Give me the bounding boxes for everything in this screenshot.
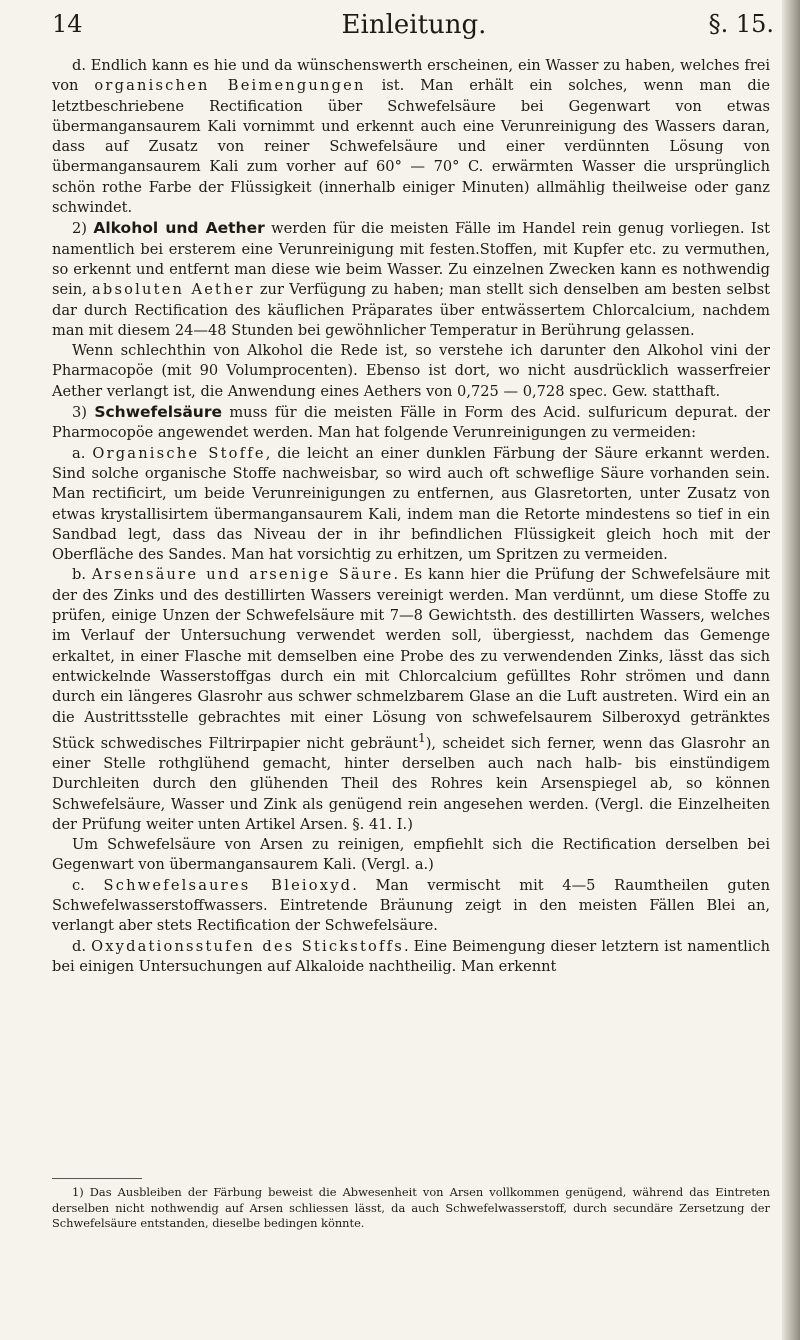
- paragraph-arsen-reinigung: Um Schwefelsäure von Arsen zu reinigen, empfiehlt sich die Rectification derselben bei Gegenwart von übermangansaurem Kali. (Vergl. a.): [52, 836, 770, 874]
- page-edge: [782, 0, 800, 1340]
- spaced-term: Arsensäure und arsenige Säure: [91, 566, 394, 584]
- spaced-term: absoluten Aether: [92, 281, 255, 299]
- page-number: 14: [52, 10, 83, 38]
- paragraph-organische-stoffe: a. Organische Stoffe, die leicht an einer dunklen Färbung der Säure erkannt werden. Sind solche organische Stoffe nachweisbar, so wird auch oft schweflige Säure vorhanden sein. Man rectificirt, um beide Verunreinigungen zu entfernen, aus Glasretorten, unter Zusatz von etwas krystallisirtem übermangansaurem Kali, indem man die Retorte mindestens so tief in ein Sandbad legt, dass das Niveau der in ihr befindlichen Flüssigkeit gleich hoch mit der Oberfläche des Sandes. Man hat vorsichtig zu erhitzen, um Spritzen zu vermeiden.: [52, 444, 770, 564]
- page-header: [52, 6, 776, 52]
- main-text: [52, 56, 770, 977]
- spaced-term: organischen Beimengungen: [94, 77, 366, 95]
- paragraph-bleioxyd: c. Schwefelsaures Bleioxyd. Man vermischt mit 4—5 Raumtheilen guten Schwefelwasserstoffwassers. Eintretende Bräunung zeigt in den meisten Fällen Blei an, verlangt aber stets Rectification der Schwefelsäure.: [52, 876, 771, 935]
- paragraph-stickstoff: d. Oxydationsstufen des Stickstoffs. Eine Beimengung dieser letztern ist namentlich bei einigen Untersuchungen auf Alkaloide nachtheilig. Man erkennt: [52, 937, 770, 975]
- footnote: 1) Das Ausbleiben der Färbung beweist die Abwesenheit von Arsen vollkommen genügend, während das Eintreten derselben nicht nothwendig auf Arsen schliessen lässt, da auch Schwefelwasserstoff, durch secundäre Zersetzung der Schwefelsäure entstanden, dieselbe bedingen könnte.: [52, 1185, 770, 1230]
- section-heading: Alkohol und Aether: [93, 219, 265, 238]
- section-heading: Schwefelsäure: [94, 403, 222, 422]
- section-number: §. 15.: [708, 10, 774, 38]
- paragraph-d-endlich: d. Endlich kann es hie und da wünschenswerth erscheinen, ein Wasser zu haben, welches frei von organischen Beimengungen ist. Man erhält ein solches, wenn man die letztbeschriebene Rectification über Schwefelsäure bei Gegenwart von etwas übermangansaurem Kali vornimmt und erkennt auch eine Verunreinigung des Wassers daran, dass auf Zusatz von reiner Schwefelsäure und einer verdünnten Lösung von übermangansaurem Kali zum vorher auf 60° — 70° C. erwärmten Wasser die ursprünglich schön rothe Farbe der Flüssigkeit (innerhalb einiger Minuten) allmählig theilweise oder ganz schwindet.: [52, 57, 770, 217]
- paragraph-alkohol-note: Wenn schlechthin von Alkohol die Rede ist, so verstehe ich darunter den Alkohol vini der Pharmacopöe (mit 90 Volumprocenten). Ebenso ist dort, wo nicht ausdrücklich wasserfreier Aether verlangt ist, die Anwendung eines Aethers von 0,725 — 0,728 spec. Gew. statthaft.: [52, 342, 770, 400]
- paragraph-schwefelsaeure: 3) Schwefelsäure muss für die meisten Fälle in Form des Acid. sulfuricum depurat. der Pharmocopöe angewendet werden. Man hat folgende Verunreinigungen zu vermeiden:: [52, 403, 771, 442]
- footnote-ref[interactable]: 1: [418, 730, 426, 745]
- footnote-rule: [52, 1178, 142, 1179]
- footnote-area: [52, 1178, 770, 1232]
- spaced-term: Oxydationsstufen des Stickstoffs: [91, 937, 404, 955]
- paragraph-arsensaeure: b. Arsensäure und arsenige Säure. Es kann hier die Prüfung der Schwefelsäure mit der des Zinks und des destillirten Wassers vereinigt werden. Man verdünnt, um diese Stoffe zu prüfen, einige Unzen der Schwefelsäure mit 7—8 Gewichtsth. des destillirten Wassers, welches im Verlauf der Untersuchung verwendet werden soll, übergiesst, nachdem das Gemenge erkaltet, in einer Flasche mit demselben eine Probe des zu verwendenden Zinks, lässt das sich entwickelnde Wasserstoffgas durch ein mit Chlorcalcium gefülltes Rohr strömen und dann durch ein längeres Glasrohr aus schwer schmelzbarem Glase an die Luft austreten. Wird ein an die Austrittsstelle gebrachtes mit einer Lösung von schwefelsaurem Silberoxyd getränktes Stück schwedisches Filtrirpapier nicht gebräunt$^1$), scheidet sich ferner, wenn das Glasrohr an einer Stelle rothglühend gemacht, hinter derselben auch nach halb- bis einstündigem Durchleiten durch den glühenden Theil des Rohres kein Arsenspiegel ab, so können Schwefelsäure, Wasser und Zink als genügend rein angesehen werden. (Vergl. die Einzelheiten der Prüfung weiter unten Artikel Arsen. §. 41. I.): [52, 566, 771, 833]
- spaced-term: Organische Stoffe: [92, 444, 266, 462]
- spaced-term: Schwefelsaures Bleioxyd: [103, 876, 353, 894]
- paragraph-alkohol-aether: 2) Alkohol und Aether werden für die meisten Fälle im Handel rein genug vorliegen. Ist namentlich bei ersterem eine Verunreinigung mit festen.Stoffen, mit Kupfer etc. zu vermuthen, so erkennt und entfernt man diese wie beim Wasser. Zu einzelnen Zwecken kann es nothwendig sein, absoluten Aether zur Verfügung zu haben; man stellt sich denselben am besten selbst dar durch Rectification des käuflichen Präparates über entwässertem Chlorcalcium, nachdem man mit diesem 24—48 Stunden bei gewöhnlicher Temperatur in Berührung gelassen.: [52, 219, 770, 339]
- page-title: Einleitung.: [341, 10, 487, 40]
